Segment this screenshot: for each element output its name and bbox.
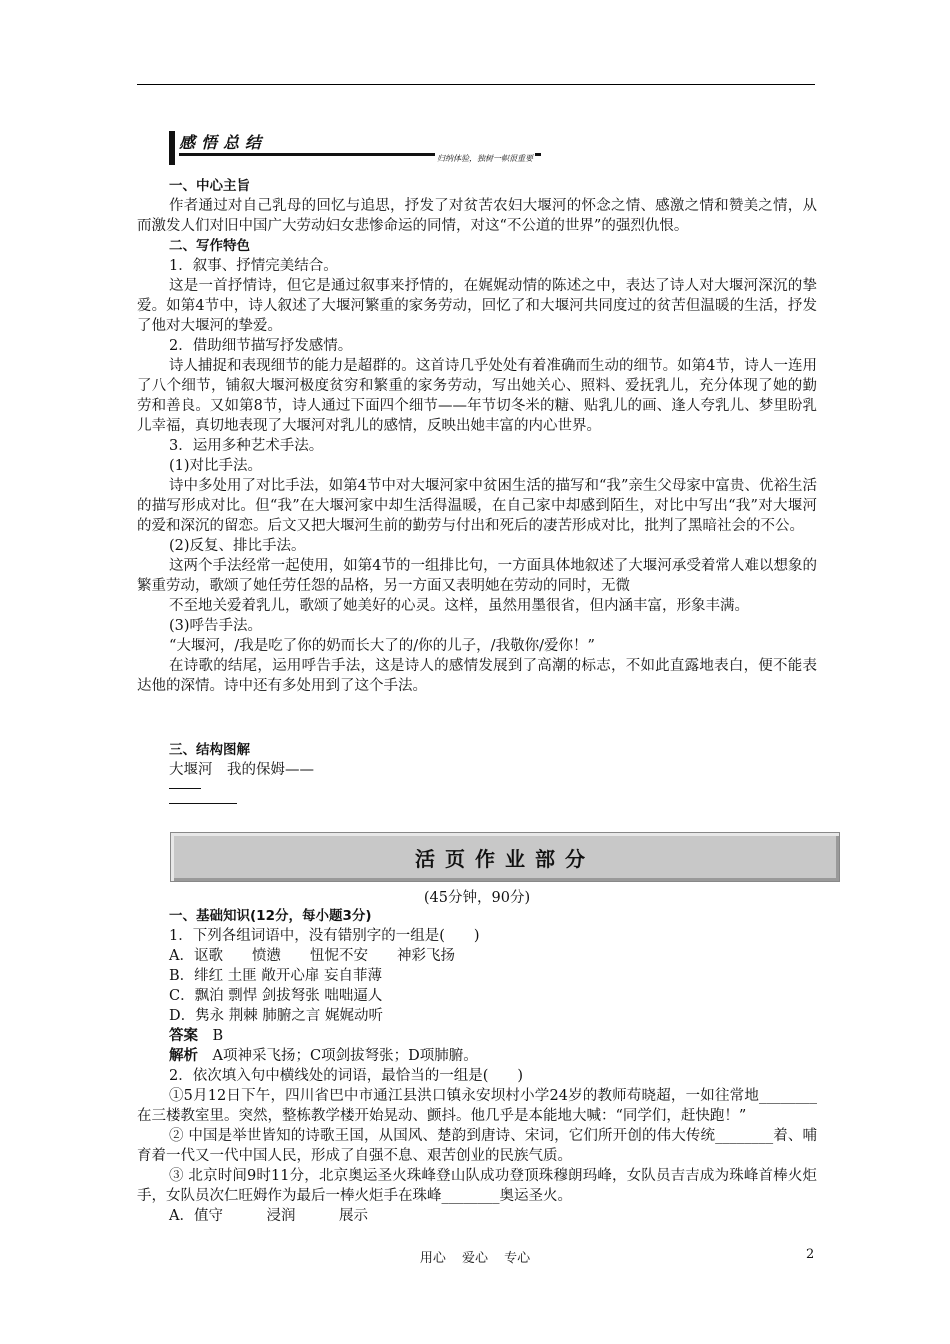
question-2-passage-2: ② 中国是举世皆知的诗歌王国，从国风、楚韵到唐诗、宋词，它们所开创的伟大传统________着、哺育着一代又一代中国人民，形成了自强不息、艰苦创业的民族气质。 (137, 1128, 817, 1164)
analysis-text: A项神采飞扬；C项剑拔弩张；D项肺腑。 (212, 1048, 478, 1064)
analysis-label: 解析 (169, 1048, 198, 1064)
heading-writing-features: 二、写作特色 (169, 238, 250, 254)
footer-item: 爱心 (461, 1251, 488, 1266)
question-2-option-a: A．值守 浸润 展示 (169, 1208, 368, 1224)
question-1-option-a: A．讴歌 愤懑 忸怩不安 神彩飞扬 (169, 948, 455, 964)
header-rule (137, 84, 815, 85)
structure-diagram: 大堰河 我的保姆—— (169, 762, 314, 778)
footer-item: 用心 (419, 1251, 446, 1266)
summary-banner (169, 131, 543, 165)
diagram-blank-short (169, 788, 201, 789)
banner-subtitle: 归纳体验，独树一帜很重要 (437, 154, 533, 163)
homework-section (137, 906, 817, 1226)
summary-section (137, 176, 817, 696)
technique-repetition-text-cont: 不至地关爱着乳儿，歌颂了她美好的心灵。这样，虽然用墨很省，但内涵丰富，形象丰满。 (169, 598, 749, 614)
technique-apostrophe-title: (3)呼告手法。 (169, 618, 263, 634)
homework-title-box: 活页作业部分 (170, 832, 840, 882)
heading-main-idea: 一、中心主旨 (169, 178, 250, 194)
technique-apostrophe-text: 在诗歌的结尾，运用呼告手法，这是诗人的感情发展到了高潮的标志，不如此直露地表白，便不能表达他的深情。诗中还有多处用到了这个手法。 (137, 658, 817, 694)
answer-value: B (212, 1028, 224, 1044)
question-2: 2．依次填入句中横线处的词语，最恰当的一组是( ) (169, 1068, 524, 1084)
feature-2-title: 2．借助细节描写抒发感情。 (169, 338, 353, 354)
footer-item: 专心 (504, 1251, 531, 1266)
question-1-option-b: B．绯红 土匪 敞开心扉 妄自菲薄 (169, 968, 382, 984)
answer-line (137, 1026, 817, 1046)
diagram-blank-long (169, 803, 237, 804)
homework-time: (45分钟，90分) (423, 890, 531, 906)
technique-contrast-title: (1)对比手法。 (169, 458, 263, 474)
technique-contrast-text: 诗中多处用了对比手法，如第4节中对大堰河家中贫困生活的描写和“我”亲生父母家中富贵、优裕生活的描写形成对比。但“我”在大堰河家中却生活得温暖，在自己家中却感到陌生，对比中写出“我”对大堰河的爱和深沉的留恋。后文又把大堰河生前的勤劳与付出和死后的凄苦形成对比，批判了黑暗社会的不公。 (137, 478, 817, 534)
structure-section (137, 740, 817, 804)
heading-structure: 三、结构图解 (169, 742, 250, 758)
question-2-passage-1: ①5月12日下午，四川省巴中市通江县洪口镇永安坝村小学24岁的教师苟晓超，一如往常地________在三楼教室里。突然，整栋教学楼开始晃动、颤抖。他几乎是本能地大喊：“同学们，赶快跑！” (137, 1088, 817, 1124)
technique-repetition-text: 这两个手法经常一起使用，如第4节的一组排比句，一方面具体地叙述了大堰河承受着常人难以想象的繁重劳动，歌颂了她任劳任怨的品格，另一方面又表明她在劳动的同时，无微 (137, 558, 817, 594)
analysis-line (137, 1046, 817, 1066)
heading-basic-knowledge: 一、基础知识(12分，每小题3分) (169, 908, 372, 924)
technique-repetition-title: (2)反复、排比手法。 (169, 538, 306, 554)
question-2-passage-3: ③ 北京时间9时11分，北京奥运圣火珠峰登山队成功登顶珠穆朗玛峰，女队员吉吉成为珠峰首棒火炬手，女队员次仁旺姆作为最后一棒火炬手在珠峰________奥运圣火。 (137, 1168, 817, 1204)
feature-1-text: 这是一首抒情诗，但它是通过叙事来抒情的，在娓娓动情的陈述之中，表达了诗人对大堰河深沉的挚爱。如第4节中，诗人叙述了大堰河繁重的家务劳动，回忆了和大堰河共同度过的贫苦但温暖的生活，抒发了他对大堰河的挚爱。 (137, 278, 817, 334)
answer-label: 答案 (169, 1028, 198, 1044)
feature-3-title: 3．运用多种艺术手法。 (169, 438, 324, 454)
question-1: 1．下列各组词语中，没有错别字的一组是( ) (169, 928, 480, 944)
poem-quote: “大堰河，/我是吃了你的奶而长大了的/你的儿子，/我敬你/爱你！” (169, 638, 595, 654)
feature-2-text: 诗人捕捉和表现细节的能力是超群的。这首诗几乎处处有着准确而生动的细节。如第4节，诗人一连用了八个细节，铺叙大堰河极度贫穷和繁重的家务劳动，写出她关心、照料、爱抚乳儿，充分体现了她的勤劳和善良。又如第8节，诗人通过下面四个细节——年节切冬米的糖、贴乳儿的画、逢人夸乳儿、梦里盼乳儿幸福，真切地表现了大堰河对乳儿的感情，反映出她丰富的内心世界。 (137, 358, 817, 434)
question-1-option-d: D．隽永 荆棘 肺腑之言 娓娓动听 (169, 1008, 383, 1024)
banner-title: 感悟总结 (179, 133, 268, 152)
paragraph-main-idea: 作者通过对自己乳母的回忆与追思，抒发了对贫苦农妇大堰河的怀念之情、感激之情和赞美之情，从而激发人们对旧中国广大劳动妇女悲惨命运的同情，对这“不公道的世界”的强烈仇恨。 (137, 198, 817, 234)
feature-1-title: 1．叙事、抒情完美结合。 (169, 258, 338, 274)
question-1-option-c: C．飘泊 剽悍 剑拔弩张 咄咄逼人 (169, 988, 383, 1004)
banner-bar (169, 131, 175, 165)
page-number: 2 (806, 1247, 815, 1262)
